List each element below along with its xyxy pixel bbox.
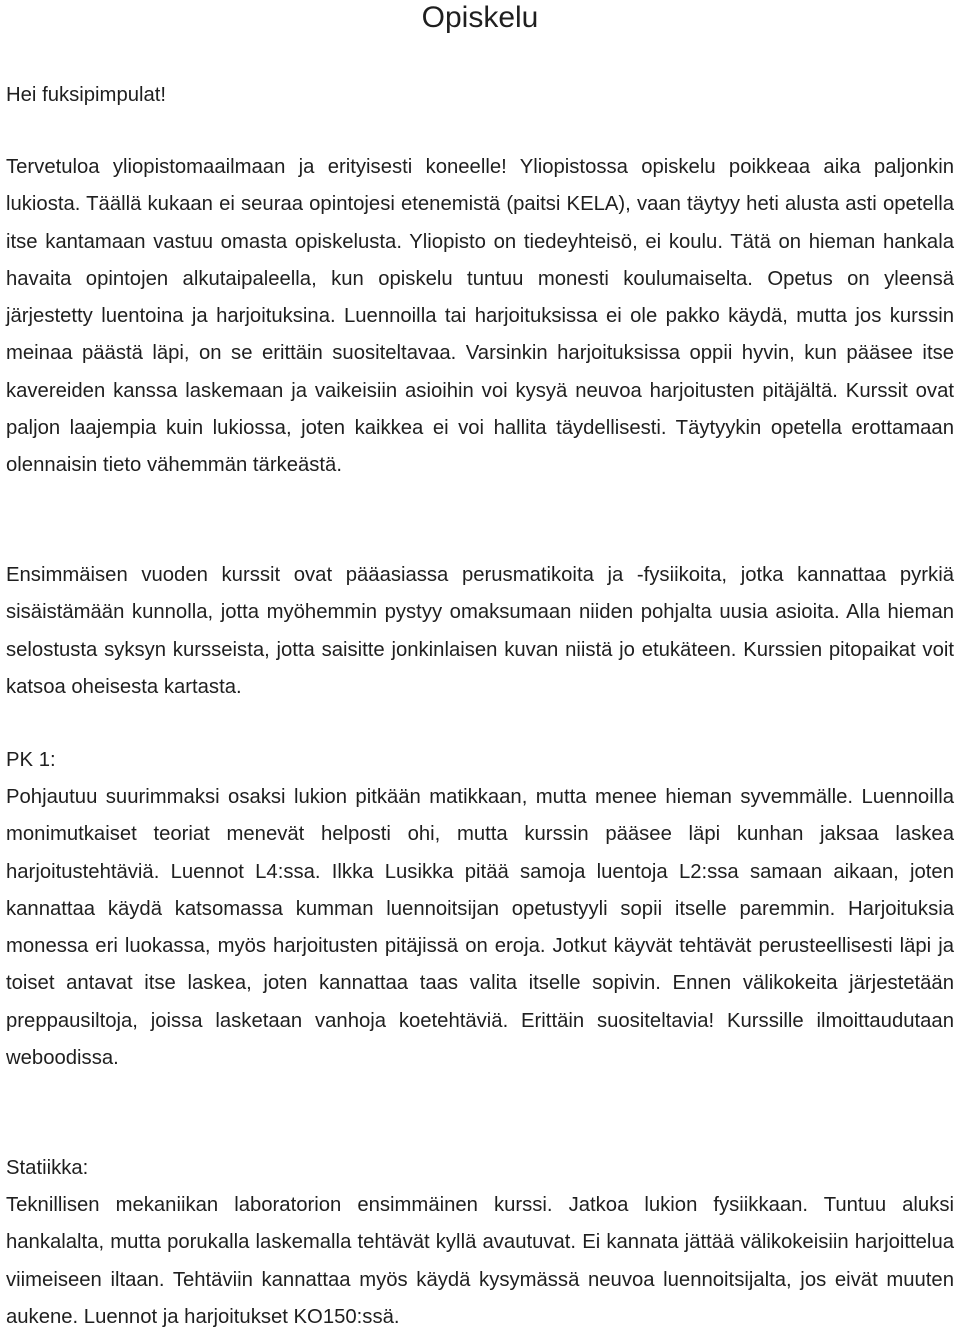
- intro-paragraph: Tervetuloa yliopistomaailmaan ja erityisesti koneelle! Yliopistossa opiskelu poikkeaa aika paljonkin lukiosta. Täällä kukaan ei seuraa opintojesi etenemistä (paitsi KELA), vaan täytyy heti alusta asti opetella itse kantamaan vastuu omasta opiskelusta. Yliopisto on tiedeyhteisö, ei koulu. Tätä on hieman hankala havaita opintojen alkutaipaleella, kun opiskelu tuntuu monesti koulumaiselta. Opetus on yleensä järjestetty luentoina ja harjoituksina. Luennoilla tai harjoituksissa ei ole pakko käydä, mutta jos kurssin meinaa päästä läpi, on se erittäin suositeltavaa. Varsinkin harjoituksissa oppii hyvin, kun pääsee itse kavereiden kanssa laskemaan ja vaikeisiin asioihin voi kysyä neuvoa harjoitusten pitäjältä. Kurssit ovat paljon laajempia kuin lukiossa, joten kaikkea ei voi hallita täydellisesti. Täytyykin opetella erottamaan olennaisin tieto vähemmän tärkeästä.: [6, 156, 954, 477]
- section-body-pk1: Pohjautuu suurimmaksi osaksi lukion pitkään matikkaan, mutta menee hieman syvemmälle. Luennoilla monimutkaiset teoriat menevät helposti ohi, mutta kurssin pääsee läpi kunhan jaksaa laskea harjoitustehtäviä. Luennot L4:ssa. Ilkka Lusikka pitää samoja luentoja L2:ssa samaan aikaan, joten kannattaa käydä katsomassa kumman luennoitsijan opetustyyli sopii itselle paremmin. Harjoituksia monessa eri luokassa, myös harjoitusten pitäjissä on eroja. Jotkut käyvät tehtävät perusteellisesti läpi ja toiset antavat itse laskea, joten kannattaa taas valita itselle sopivin. Ennen välikokeita järjestetään preppausiltoja, joissa lasketaan vanhoja koetehtäviä. Erittäin suositeltavia! Kurssille ilmoittaudutaan weboodissa.: [6, 786, 954, 1070]
- section-heading-statiikka: Statiikka:: [6, 1157, 89, 1179]
- courses-intro-paragraph: Ensimmäisen vuoden kurssit ovat pääasiassa perusmatikoita ja -fysiikoita, jotka kannattaa pyrkiä sisäistämään kunnolla, jotta myöhemmin pystyy omaksumaan niiden pohjalta uusia asioita. Alla hieman selostusta syksyn kursseista, jotta saisitte jonkinlaisen kuvan niistä jo etukäteen. Kurssien pitopaikat voit katsoa oheisesta kartasta.: [6, 564, 954, 698]
- section-heading-pk1: PK 1:: [6, 749, 56, 771]
- greeting: Hei fuksipimpulat!: [6, 84, 167, 106]
- page-title: Opiskelu: [421, 1, 539, 34]
- section-body-statiikka: Teknillisen mekaniikan laboratorion ensimmäinen kurssi. Jatkoa lukion fysiikkaan. Tuntuu aluksi hankalalta, mutta porukalla laskemalla tehtävät kyllä avautuvat. Ei kannata jättää välikokeisiin harjoittelua viimeiseen iltaan. Tehtäviin kannattaa myös käydä kysymässä neuvoa luennoitsijalta, jos eivät muuten aukene. Luennot ja harjoitukset KO150:ssä.: [6, 1194, 954, 1328]
